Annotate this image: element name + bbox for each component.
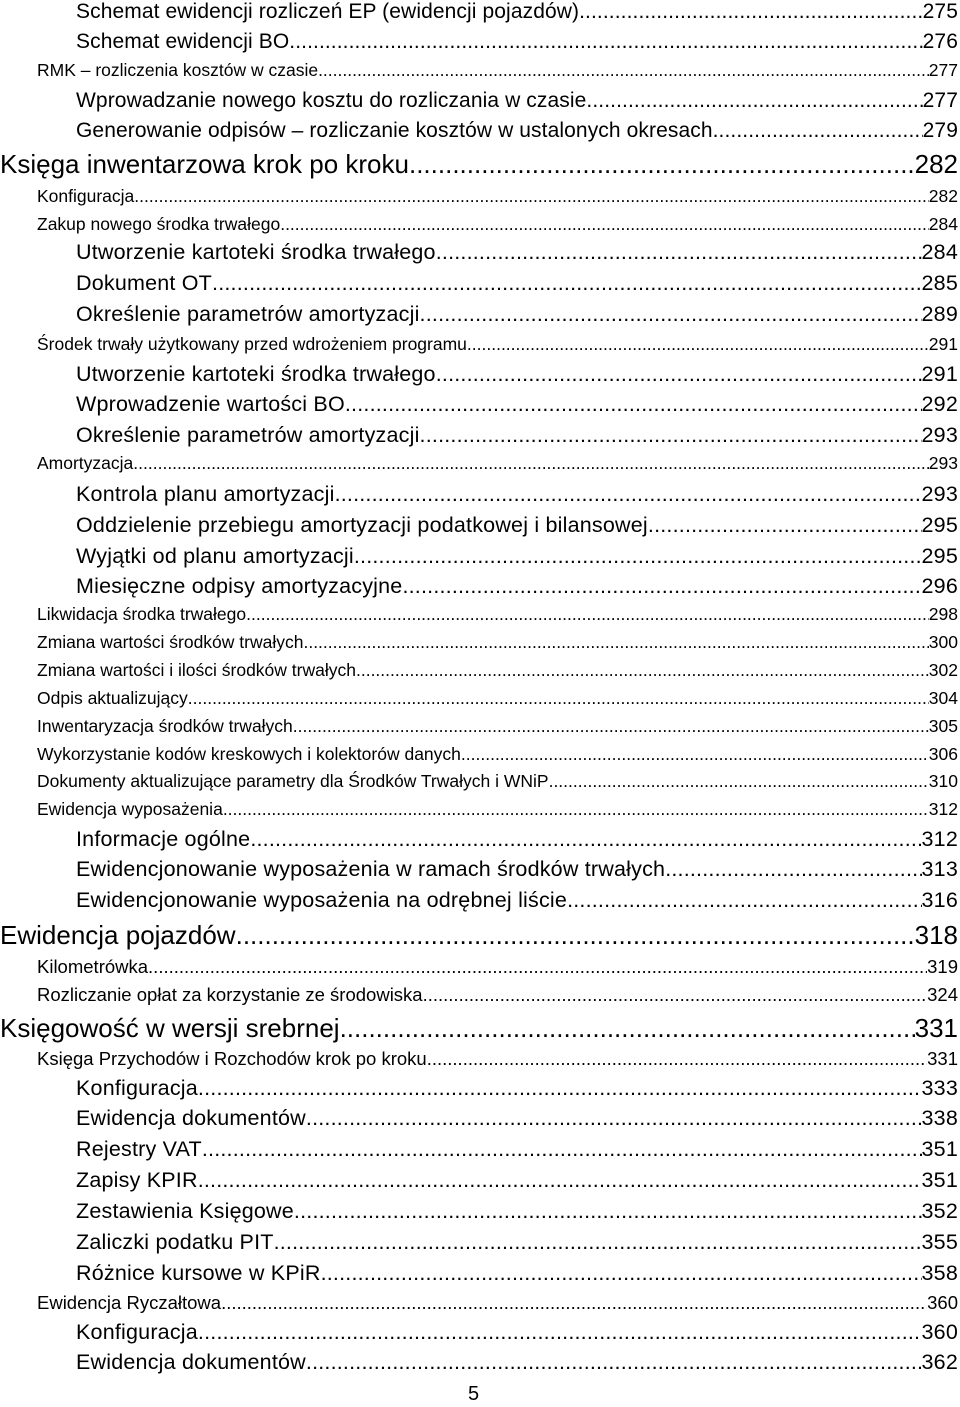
toc-entry-title: Utworzenie kartoteki środka trwałego [76,240,436,264]
dot-leader [436,362,922,387]
toc-entry-page: 282 [914,150,958,179]
toc-entry[interactable] [76,392,958,417]
dot-leader [223,799,929,819]
toc-entry-title: Generowanie odpisów – rozliczanie kosztów w ustalonych okresach [76,119,713,142]
toc-entry[interactable] [37,984,958,1005]
toc-entry-title: Schemat ewidencji BO [76,30,290,53]
dot-leader [133,453,929,473]
toc-entry-page: 338 [921,1106,958,1130]
dot-leader [579,0,923,24]
dot-leader [654,513,921,538]
dot-leader [280,214,929,234]
toc-entry-title: Księga Przychodów i Rozchodów krok po kroku [37,1048,427,1069]
toc-entry-title: Zmiana wartości środków trwałych [37,632,304,652]
toc-entry-page: 316 [921,888,958,912]
toc-entry[interactable] [0,1014,958,1044]
dot-leader [409,150,915,180]
toc-entry-title: Księga inwentarzowa krok po kroku [0,150,409,179]
toc-entry-page: 362 [921,1350,958,1374]
dot-leader [549,771,929,791]
toc-entry-page: 351 [921,1168,958,1192]
toc-entry[interactable] [0,150,958,180]
dot-leader [212,271,921,296]
toc-entry[interactable] [76,89,958,113]
toc-entry-page: 284 [928,214,958,234]
dot-leader [202,1137,922,1162]
toc-entry[interactable] [76,1199,958,1224]
dot-leader [436,240,922,265]
dot-leader [198,1168,922,1193]
toc-entry-title: Dokument OT [76,271,213,295]
dot-leader [713,119,923,143]
dot-leader [420,423,922,448]
dot-leader [289,30,922,54]
toc-entry-page: 293 [928,453,958,473]
toc-entry[interactable] [76,423,958,448]
dot-leader [246,604,929,624]
toc-entry-title: Amortyzacja [37,453,134,473]
toc-entry-title: Ewidencjonowanie wyposażenia w ramach środków trwałych [76,857,666,881]
toc-entry[interactable] [76,482,958,507]
toc-entry-title: Ewidencja Ryczałtowa [37,1292,222,1313]
dot-leader [354,544,922,569]
toc-entry[interactable] [76,0,958,24]
toc-entry[interactable] [37,660,958,680]
dot-leader [148,956,927,977]
toc-entry[interactable] [76,1230,958,1255]
toc-entry[interactable] [76,1168,958,1193]
dot-leader [461,744,929,764]
toc-entry[interactable] [37,214,958,234]
toc-entry-page: 305 [928,716,958,736]
toc-entry-page: 295 [921,544,958,568]
toc-entry[interactable] [76,888,958,913]
dot-leader [567,888,921,913]
toc-entry-title: Wprowadzenie wartości BO [76,392,345,416]
toc-entry-title: Rozliczanie opłat za korzystanie ze środowiska [37,984,423,1005]
toc-entry[interactable] [76,30,958,54]
toc-entry[interactable] [37,688,958,708]
toc-entry[interactable] [37,60,958,80]
dot-leader [306,1106,922,1131]
toc-entry-page: 293 [921,423,958,447]
dot-leader [221,1292,927,1313]
toc-entry-title: Zapisy KPIR [76,1168,198,1192]
toc-entry[interactable] [76,1350,958,1375]
toc-entry[interactable] [76,240,958,265]
toc-entry[interactable] [76,574,958,599]
dot-leader [274,1230,922,1255]
dot-leader [293,716,929,736]
toc-entry-title: Kontrola planu amortyzacji [76,482,335,506]
toc-entry-page: 304 [928,688,958,708]
toc-entry-title: Kilometrówka [37,956,149,977]
toc-entry[interactable] [37,771,958,791]
toc-entry[interactable] [37,186,958,206]
dot-leader [250,827,921,852]
toc-entry-title: Ewidencjonowanie wyposażenia na odrębnej liście [76,888,568,912]
toc-entry[interactable] [76,119,958,143]
dot-leader [294,1199,922,1224]
toc-entry[interactable] [37,632,958,652]
toc-entry-page: 279 [922,119,958,142]
toc-entry-page: 284 [921,240,958,264]
toc-entry-page: 355 [921,1230,958,1254]
toc-entry-title: Określenie parametrów amortyzacji [76,423,420,447]
toc-entry[interactable] [37,716,958,736]
toc-entry-page: 282 [928,186,958,206]
toc-entry-title: Środek trwały użytkowany przed wdrożeniem programu [37,334,467,354]
toc-entry-title: Ewidencja pojazdów [0,921,236,950]
dot-leader [306,1350,922,1375]
toc-entry-page: 296 [921,574,958,598]
toc-entry[interactable] [37,956,958,977]
dot-leader [198,1076,922,1101]
dot-leader [188,688,929,708]
toc-entry[interactable] [76,1320,958,1345]
toc-entry[interactable] [37,799,958,819]
toc-entry-title: Zaliczki podatku PIT [76,1230,274,1254]
toc-entry-title: Różnice kursowe w KPiR [76,1261,321,1285]
toc-entry-page: 310 [928,771,958,791]
dot-leader [665,857,921,882]
toc-entry[interactable] [0,921,958,951]
toc-entry-page: 333 [921,1076,958,1100]
toc-entry-title: Konfiguracja [76,1076,198,1100]
dot-leader [134,186,929,206]
toc-entry[interactable] [76,513,958,538]
toc-entry-title: Ewidencja dokumentów [76,1350,306,1374]
toc-entry-page: 293 [921,482,958,506]
toc-entry-page: 276 [922,30,958,53]
toc-entry-title: Schemat ewidencji rozliczeń EP (ewidencji pojazdów) [76,0,580,23]
toc-entry-page: 360 [921,1320,958,1344]
dot-leader [303,632,928,652]
dot-leader [340,1014,915,1044]
toc-entry[interactable] [76,362,958,387]
toc-entry-title: Konfiguracja [76,1320,198,1344]
toc-entry-page: 318 [914,921,958,950]
toc-entry-page: 319 [927,956,958,977]
dot-leader [423,984,928,1005]
toc-entry-title: Informacje ogólne [76,827,251,851]
dot-leader [335,482,922,507]
toc-entry-title: Odpis aktualizujący [37,688,188,708]
toc-entry-title: Zestawienia Księgowe [76,1199,294,1223]
toc-entry-page: 298 [928,604,958,624]
toc-entry-title: Oddzielenie przebiegu amortyzacji podatkowej i bilansowej. [76,513,655,537]
toc-entry-title: Miesięczne odpisy amortyzacyjne [76,574,403,598]
toc-entry[interactable] [37,744,958,764]
toc-entry[interactable] [37,604,958,624]
toc-entry[interactable] [76,857,958,882]
dot-leader [402,574,921,599]
toc-entry-title: Ewidencja dokumentów [76,1106,306,1130]
toc-entry-title: Księgowość w wersji srebrnej [0,1014,340,1043]
dot-leader [318,60,929,80]
toc-entry-title: Zmiana wartości i ilości środków trwałych [37,660,356,680]
toc-entry[interactable] [76,1106,958,1131]
toc-entry[interactable] [76,271,958,296]
toc-entry[interactable] [37,1048,958,1069]
toc-entry-title: Likwidacja środka trwałego [37,604,247,624]
toc-entry[interactable] [76,827,958,852]
toc-entry-page: 277 [928,60,958,80]
toc-entry-page: 291 [928,334,958,354]
dot-leader [427,1048,927,1069]
toc-entry-page: 352 [921,1199,958,1223]
dot-leader [236,921,915,951]
toc-entry-page: 313 [921,857,958,881]
toc-entry-page: 295 [921,513,958,537]
toc-entry[interactable] [37,1292,958,1313]
toc-entry-title: Inwentaryzacja środków trwałych [37,716,293,736]
toc-entry-page: 291 [921,362,958,386]
toc-entry-page: 289 [921,302,958,326]
toc-entry-page: 312 [921,827,958,851]
toc-entry-page: 292 [921,392,958,416]
toc-entry[interactable] [76,544,958,569]
toc-entry-title: Ewidencja wyposażenia [37,799,223,819]
toc-entry[interactable] [76,302,958,327]
toc-entry-page: 306 [928,744,958,764]
toc-entry-page: 358 [921,1261,958,1285]
toc-entry[interactable] [37,334,958,354]
toc-entry-page: 324 [927,984,958,1005]
toc-entry-title: Zakup nowego środka trwałego [37,214,281,234]
toc-entry-title: Dokumenty aktualizujące parametry dla Środków Trwałych i WNiP [37,771,549,791]
toc-entry-title: Określenie parametrów amortyzacji [76,302,420,326]
toc-entry-page: 331 [914,1014,958,1043]
page-number: 5 [468,1383,480,1405]
toc-entry-page: 275 [922,0,958,23]
toc-entry[interactable] [76,1137,958,1162]
toc-entry-page: 331 [927,1048,958,1069]
toc-entry[interactable] [76,1261,958,1286]
toc-entry-title: Wykorzystanie kodów kreskowych i kolektorów danych [37,744,461,764]
toc-entry-title: Rejestry VAT [76,1137,202,1161]
toc-entry-page: 277 [922,89,958,112]
dot-leader [345,392,922,417]
toc-entry[interactable] [76,1076,958,1101]
dot-leader [198,1320,922,1345]
toc-entry-page: 285 [921,271,958,295]
dot-leader [467,334,929,354]
toc-entry-page: 360 [927,1292,958,1313]
toc-entry-title: Utworzenie kartoteki środka trwałego [76,362,436,386]
toc-entry-page: 312 [928,799,958,819]
toc-entry-title: Konfiguracja [37,186,135,206]
toc-entry-page: 351 [921,1137,958,1161]
dot-leader [420,302,922,327]
toc-entry-title: Wyjątki od planu amortyzacji [76,544,354,568]
dot-leader [356,660,929,680]
toc-entry-page: 300 [928,632,958,652]
toc-entry[interactable] [37,453,958,473]
dot-leader [586,89,922,113]
toc-entry-title: RMK – rozliczenia kosztów w czasie [37,60,319,80]
toc-entry-page: 302 [928,660,958,680]
toc-entry-title: Wprowadzanie nowego kosztu do rozliczania w czasie [76,89,587,112]
dot-leader [321,1261,922,1286]
